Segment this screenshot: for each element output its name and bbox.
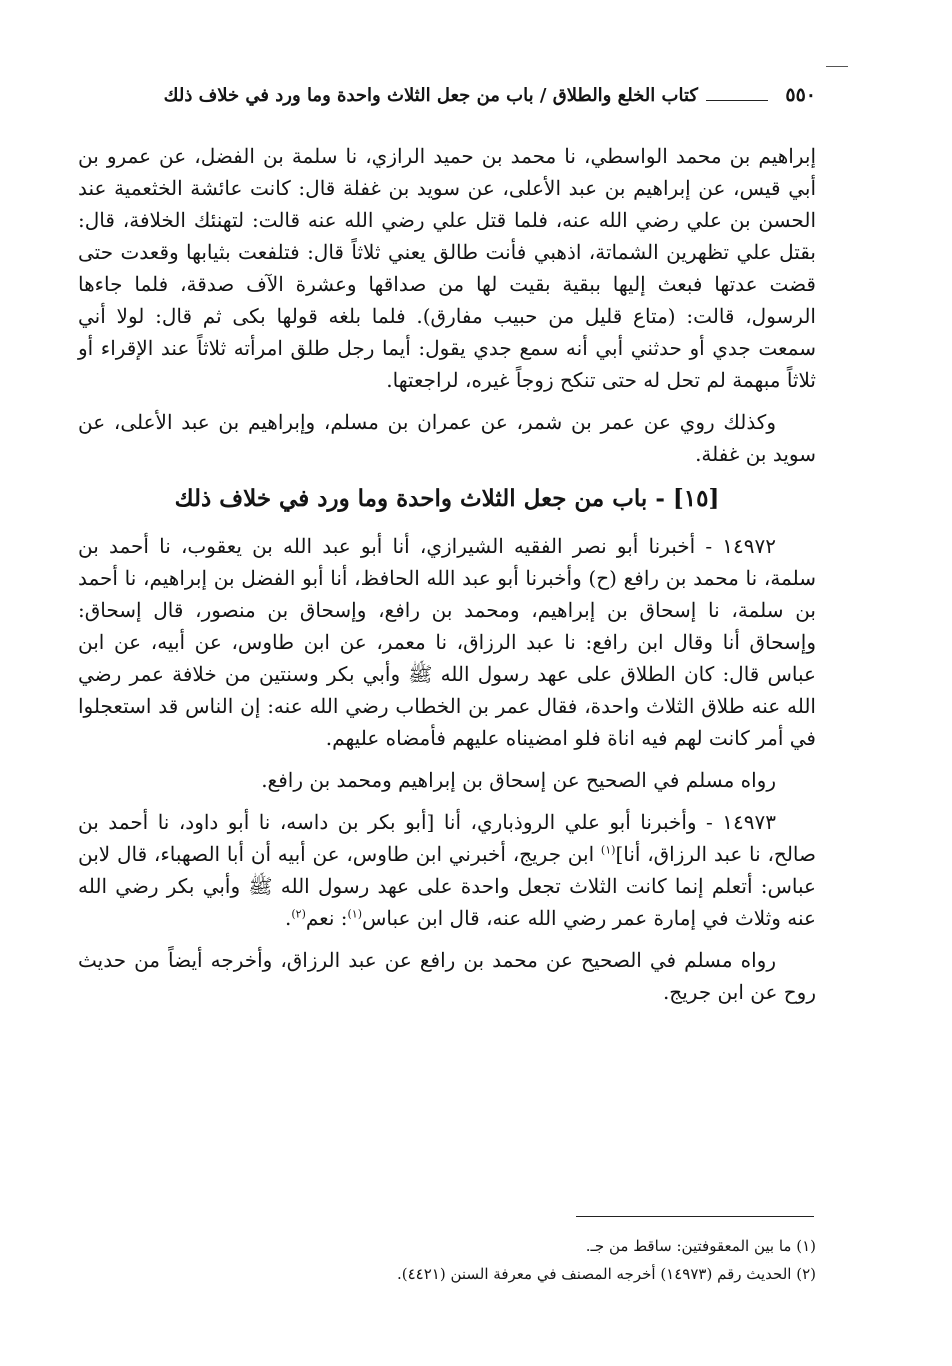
hadith-14973	[78, 806, 816, 934]
header-rule	[706, 100, 768, 101]
footnote-1: (١) ما بين المعقوفتين: ساقط من جـ.	[585, 1237, 816, 1255]
paragraph-narration-note-2: رواه مسلم في الصحيح عن محمد بن رافع عن عبد الرزاق، وأخرجه أيضاً من حديث روح عن ابن جريج.	[78, 948, 816, 1004]
hadith-14973-part-c: : نعم	[305, 906, 348, 930]
paragraph-2: وكذلك روي عن عمر بن شمر، عن عمران بن مسلم، وإبراهيم بن عبد الأعلى، عن سويد بن غفلة.	[78, 410, 816, 466]
hadith-14973-part-a: ١٤٩٧٣ - وأخبرنا أبو علي الروذباري، أنا [أبو بكر بن داسه، نا أبو داود، نا أحمد بن صالح، نا عبد الرزاق، أنا]	[78, 810, 817, 866]
section-heading: [١٥] - باب من جعل الثلاث واحدة وما ورد في خلاف ذلك	[174, 485, 720, 512]
page-header	[76, 84, 816, 114]
footnote-ref-2: (٢)	[291, 907, 306, 921]
corner-mark	[826, 66, 848, 67]
footnote-ref-1b: (١)	[347, 907, 363, 921]
page-body	[78, 140, 816, 1018]
running-title: كتاب الخلع والطلاق / باب من جعل الثلاث واحدة وما ورد في خلاف ذلك	[163, 85, 698, 106]
paragraph-1: إبراهيم بن محمد الواسطي، نا محمد بن حميد الرازي، نا سلمة بن الفضل، عن عمرو بن أبي قيس، عن إبراهيم بن عبد الأعلى، عن سويد بن غفلة قال: كانت عائشة الخثعمية عند الحسن بن علي رضي الله عنه، فلما قتل علي رضي الله عنه قالت: لتهنئك الخلافة، قال: بقتل علي تظهرين الشماتة، اذهبي فأنت طالق يعني ثلاثاً قال: فتلفعت بثيابها وقعدت حتى قضت عدتها فبعث إليها ببقية بقيت لها من صداقها وعشرة الآف صدقة، فلما جاءها الرسول، قالت: (متاع قليل من حبيب مفارق). فلما بلغه قولها بكى ثم قال: لولا أني سمعت جدي أو حدثني أبي أنه سمع جدي يقول: أيما رجل طلق امرأته ثلاثاً عند الإقراء أو ثلاثاً مبهمة لم تحل له حتى تنكح زوجاً غيره، لراجعتها.	[78, 144, 816, 392]
page-number: ٥٥٠	[785, 84, 816, 106]
hadith-14972: ١٤٩٧٢ - أخبرنا أبو نصر الفقيه الشيرازي، أنا أبو عبد الله بن يعقوب، نا أحمد بن سلمة، نا محمد بن رافع (ح) وأخبرنا أبو عبد الله الحافظ، أنا أبو الفضل بن إبراهيم، نا أحمد بن سلمة، نا إسحاق بن إبراهيم، ومحمد بن رافع، وإسحاق بن منصور، قال إسحاق: وإسحاق أنا وقال ابن رافع: نا عبد الرزاق، نا معمر، عن ابن طاوس، عن أبيه، عن ابن عباس قال: كان الطلاق على عهد رسول الله ﷺ وأبي بكر وسنتين من خلافة عمر رضي الله عنه طلاق الثلاث واحدة، فقال عمر بن الخطاب رضي الله عنه: إن الناس قد استعجلوا في أمر كانت لهم فيه اناة فلو امضيناه عليهم فأمضاه عليهم.	[78, 534, 816, 750]
hadith-14973-part-b: ابن جريج، أخبرني ابن طاوس، عن أبيه أن أبا الصهباء، قال لابن عباس: أتعلم إنما كانت الثلاث تجعل واحدة على عهد رسول الله ﷺ وأبي بكر رضي الله عنه وثلاث في إمارة عمر رضي الله عنه، قال ابن عباس	[78, 842, 816, 930]
footnotes	[78, 1232, 816, 1288]
footnote-2: (٢) الحديث رقم (١٤٩٧٣) أخرجه المصنف في معرفة السنن (٤٤٢١).	[397, 1265, 816, 1283]
footnote-rule	[576, 1216, 814, 1217]
paragraph-narration-note: رواه مسلم في الصحيح عن إسحاق بن إبراهيم ومحمد بن رافع.	[261, 768, 776, 792]
footnote-ref-1: (١)	[600, 843, 616, 857]
hadith-14973-part-d: .	[285, 906, 292, 930]
